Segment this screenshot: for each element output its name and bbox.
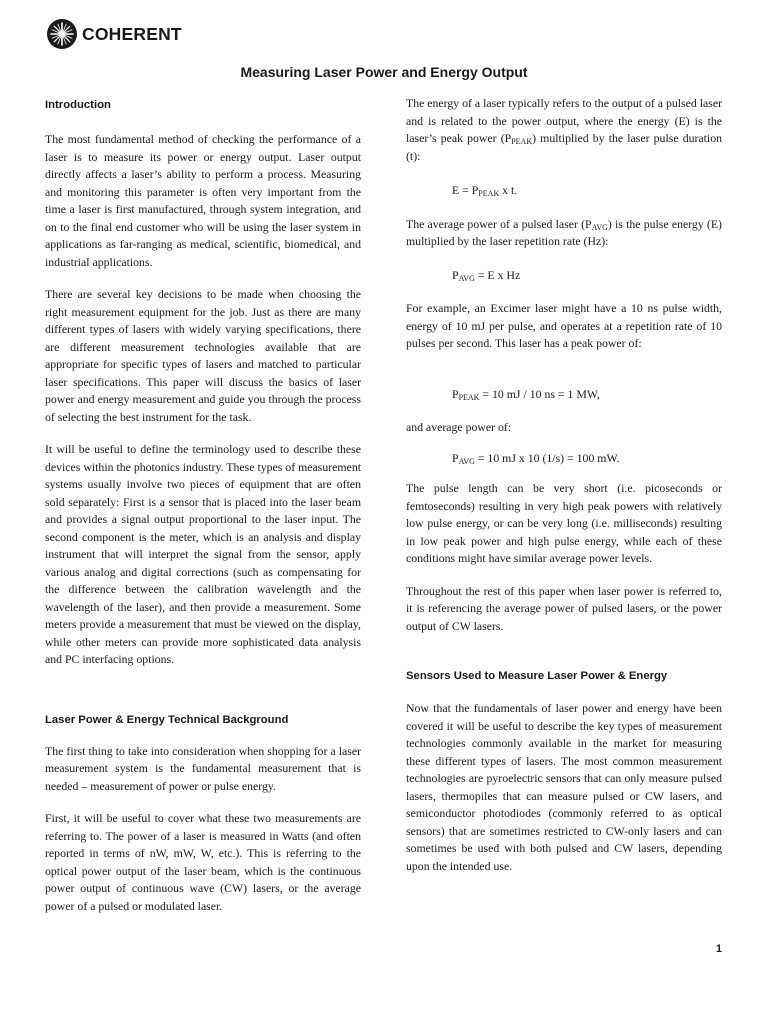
- background-paragraph-1: The first thing to take into consideration when shopping for a laser measurement system is the fundamental measurement that is needed – measurement of power or pulse energy.: [45, 743, 361, 793]
- excimer-example-paragraph: For example, an Excimer laser might have a 10 ns pulse width, energy of 10 mJ per pulse, and operates at a repetition rate of 10 pulses per second. This laser has a peak power of:: [406, 301, 722, 350]
- pulse-length-paragraph: The pulse length can be very short (i.e. picoseconds or femtoseconds) resulting in very high peak powers with relatively low pulse energy, or can be very long (i.e. milliseconds) resulting in low peak power and high pulse energy, while each of these conditions might have similar average power levels.: [406, 481, 722, 565]
- throughout-paragraph: Throughout the rest of this paper when laser power is referred to, it is referencing the average power of pulsed lasers, or the power output of CW lasers.: [406, 583, 722, 633]
- intro-paragraph-1: The most fundamental method of checking the performance of a laser is to measure its power or energy output. Laser output directly affects a laser’s ability to perform a process. Measuring and monitoring this parameter is often very important from the time a laser is first manufactured, through system integration, and on to the final end customer who will be using the laser system in applications as far-ranging as medical, scientific, biomedical, and industrial applications.: [45, 132, 361, 269]
- energy-definition-paragraph: The energy of a laser typically refers to the output of a pulsed laser and is related to the power output, where the energy (E) is the laser’s peak power $(P_{PEAK})$ multiplied by the laser pulse duration (t):: [406, 96, 723, 163]
- peak-power-example-equation: $P_{PEAK} = 10$ mJ / 10 ns = 1 MW,: [452, 386, 600, 402]
- sensors-heading: Sensors Used to Measure Laser Power & Energy: [406, 670, 668, 682]
- logo-wordmark: COHERENT: [82, 23, 182, 44]
- average-power-intro-text: and average power of:: [406, 420, 512, 434]
- background-paragraph-2: First, it will be useful to cover what these two measurements are referring to. The power of a laser is measured in Watts (and often reported in terms of nW, mW, W, etc.). This is referring to the optical power output of the laser beam, which is the continuous power output of continuous wave (CW) lasers, or the average power of a pulsed or modulated laser.: [45, 811, 361, 913]
- left-column: [45, 95, 361, 915]
- coherent-starburst-icon: [46, 18, 78, 50]
- energy-equation: $E = P_{PEAK}$ x t.: [452, 183, 518, 198]
- intro-paragraph-2: There are several key decisions to be made when choosing the right measurement equipment for the job. Just as there are many different types of lasers with widely varying specifications, there are different measurement technologies available that are appropriate for specific types of lasers and matched to particular laser specifications. This paper will discuss the basics of laser power and energy measurement and guide you through the process of selecting the best instrument for the task.: [45, 287, 361, 424]
- introduction-heading: Introduction: [45, 99, 111, 111]
- average-power-equation: $P_{AVG} = E$ x Hz: [452, 267, 521, 283]
- document-title: Measuring Laser Power and Energy Output: [240, 64, 528, 80]
- technical-background-heading: Laser Power & Energy Technical Background: [45, 713, 289, 726]
- average-power-paragraph: The average power of a pulsed laser $(P_{AVG})$ is the pulse energy (E) multiplied by the laser repetition rate (Hz):: [406, 216, 722, 248]
- average-power-example-equation: $P_{AVG} = 10$ mJ x 10 (1/s) = 100 mW.: [452, 450, 620, 466]
- coherent-logo: [46, 17, 182, 51]
- page-number: 1: [715, 943, 722, 955]
- right-column: [406, 95, 722, 875]
- intro-paragraph-3: It will be useful to define the terminology used to describe these devices within the photonics industry. These types of measurement systems usually involve two pieces of equipment that are often sold separately: First is a sensor that is placed into the laser beam and provides a signal output proportional to the laser input. The second component is the meter, which is an analysis and display instrument that will interpret the signal from the sensor, apply various analog and digital corrections (such as compensating for the difference between the calibration wavelength and the wavelength of the laser), and then provide a measurement. Some meters provide a measurement that must be viewed on the display, while other meters can provide more sophisticated data analysis and PC interfacing options.: [45, 442, 361, 666]
- sensors-paragraph: Now that the fundamentals of laser power and energy have been covered it will be useful to describe the key types of measurement technologies commonly available in the market for measuring these different types of lasers. The most common measurement technologies are pyroelectric sensors that can only measure pulsed lasers, thermopiles that can measure pulsed or CW lasers, and semiconductor photodiodes (commonly referred to as optical sensors) that are sometimes restricted to CW-only lasers and can sometimes be used with both pulsed and CW lasers, depending upon the intended use.: [406, 701, 722, 873]
